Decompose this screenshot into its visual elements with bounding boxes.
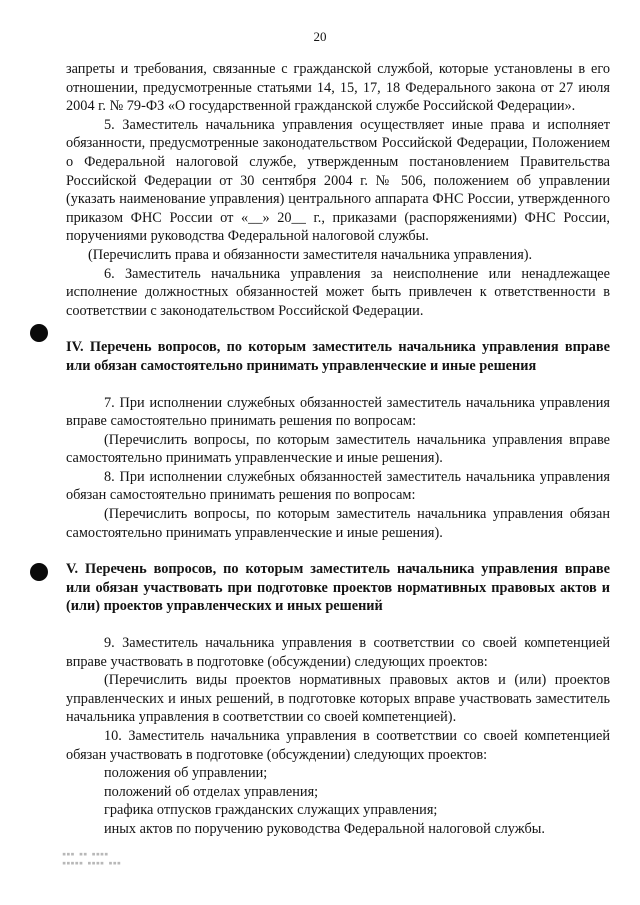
paragraph-7: 7. При исполнении служебных обязанностей заместитель начальника управления вправе самостоятельно принимать решения по вопросам: bbox=[66, 394, 610, 430]
list-item: иных актов по поручению руководства Федеральной налоговой службы. bbox=[104, 820, 545, 837]
paragraph-5: 5. Заместитель начальника управления осуществляет иные права и исполняет обязанности, предусмотренные законодательством Российской Федерации, Положением о Федеральной налоговой службе, утвержденным постановлением Правительства Российской Федерации от 30 сентября 2004 г. № 506, положением об управлении (указать наименование управления) центрального аппарата ФНС России, утвержденного приказом ФНС России от «__» 20__ г., приказами (распоряжениями) ФНС России, поручениями руководства Федеральной налоговой службы. bbox=[66, 116, 610, 245]
hole-punch-mark-top bbox=[30, 324, 48, 342]
section-5-heading: V. Перечень вопросов, по которым заместитель начальника управления вправе или обязан участвовать при подготовке проектов нормативных правовых актов и (или) проектов управленческих и иных решений bbox=[66, 561, 610, 615]
paragraph-9-note: (Перечислить виды проектов нормативных правовых актов и (или) проектов управленческих и иных решений, в подготовке которых вправе участвовать заместитель начальника управления в соответствии со своей компетенцией). bbox=[66, 672, 610, 726]
document-body bbox=[66, 60, 610, 839]
paragraph-6: 6. Заместитель начальника управления за неисполнение или ненадлежащее исполнение должностных обязанностей может быть привлечен к ответственности в соответствии с законодательством Российской Федерации. bbox=[66, 265, 610, 319]
list-item: положений об отделах управления; bbox=[104, 783, 319, 800]
paragraph-5-note: (Перечислить права и обязанности заместителя начальника управления). bbox=[88, 246, 533, 263]
paragraph-10: 10. Заместитель начальника управления в соответствии со своей компетенцией обязан участвовать в подготовке (обсуждении) следующих проектов: bbox=[66, 728, 610, 763]
hole-punch-mark-bottom bbox=[30, 563, 48, 581]
paragraph-8-note: (Перечислить вопросы, по которым заместитель начальника управления обязан самостоятельно принимать управленческие и иные решения). bbox=[66, 506, 610, 541]
paragraph-9: 9. Заместитель начальника управления в соответствии со своей компетенцией вправе участвовать в подготовке (обсуждении) следующих проектов: bbox=[66, 635, 610, 670]
page-number: 20 bbox=[313, 29, 327, 44]
paragraph-continued: запреты и требования, связанные с гражданской службой, которые установлены в его отношении, предусмотренные статьями 14, 15, 17, 18 Федерального закона от 27 июля 2004 г. № 79-ФЗ «О государственной гражданской службе Российской Федерации». bbox=[66, 61, 610, 115]
section-4-heading: IV. Перечень вопросов, по которым заместитель начальника управления вправе или обязан самостоятельно принимать управленческие и иные решения bbox=[66, 339, 610, 374]
scan-stamp-smudge: ▪▪▪ ▪▪ ▪▪▪▪ ▪▪▪▪▪ ▪▪▪▪ ▪▪▪ bbox=[62, 850, 122, 867]
list-item: графика отпусков гражданских служащих управления; bbox=[104, 802, 438, 819]
list-item: положения об управлении; bbox=[104, 765, 268, 782]
paragraph-8: 8. При исполнении служебных обязанностей заместитель начальника управления обязан самостоятельно принимать решения по вопросам: bbox=[66, 468, 610, 504]
paragraph-7-note: (Перечислить вопросы, по которым заместитель начальника управления вправе самостоятельно принимать управленческие и иные решения). bbox=[66, 431, 610, 467]
